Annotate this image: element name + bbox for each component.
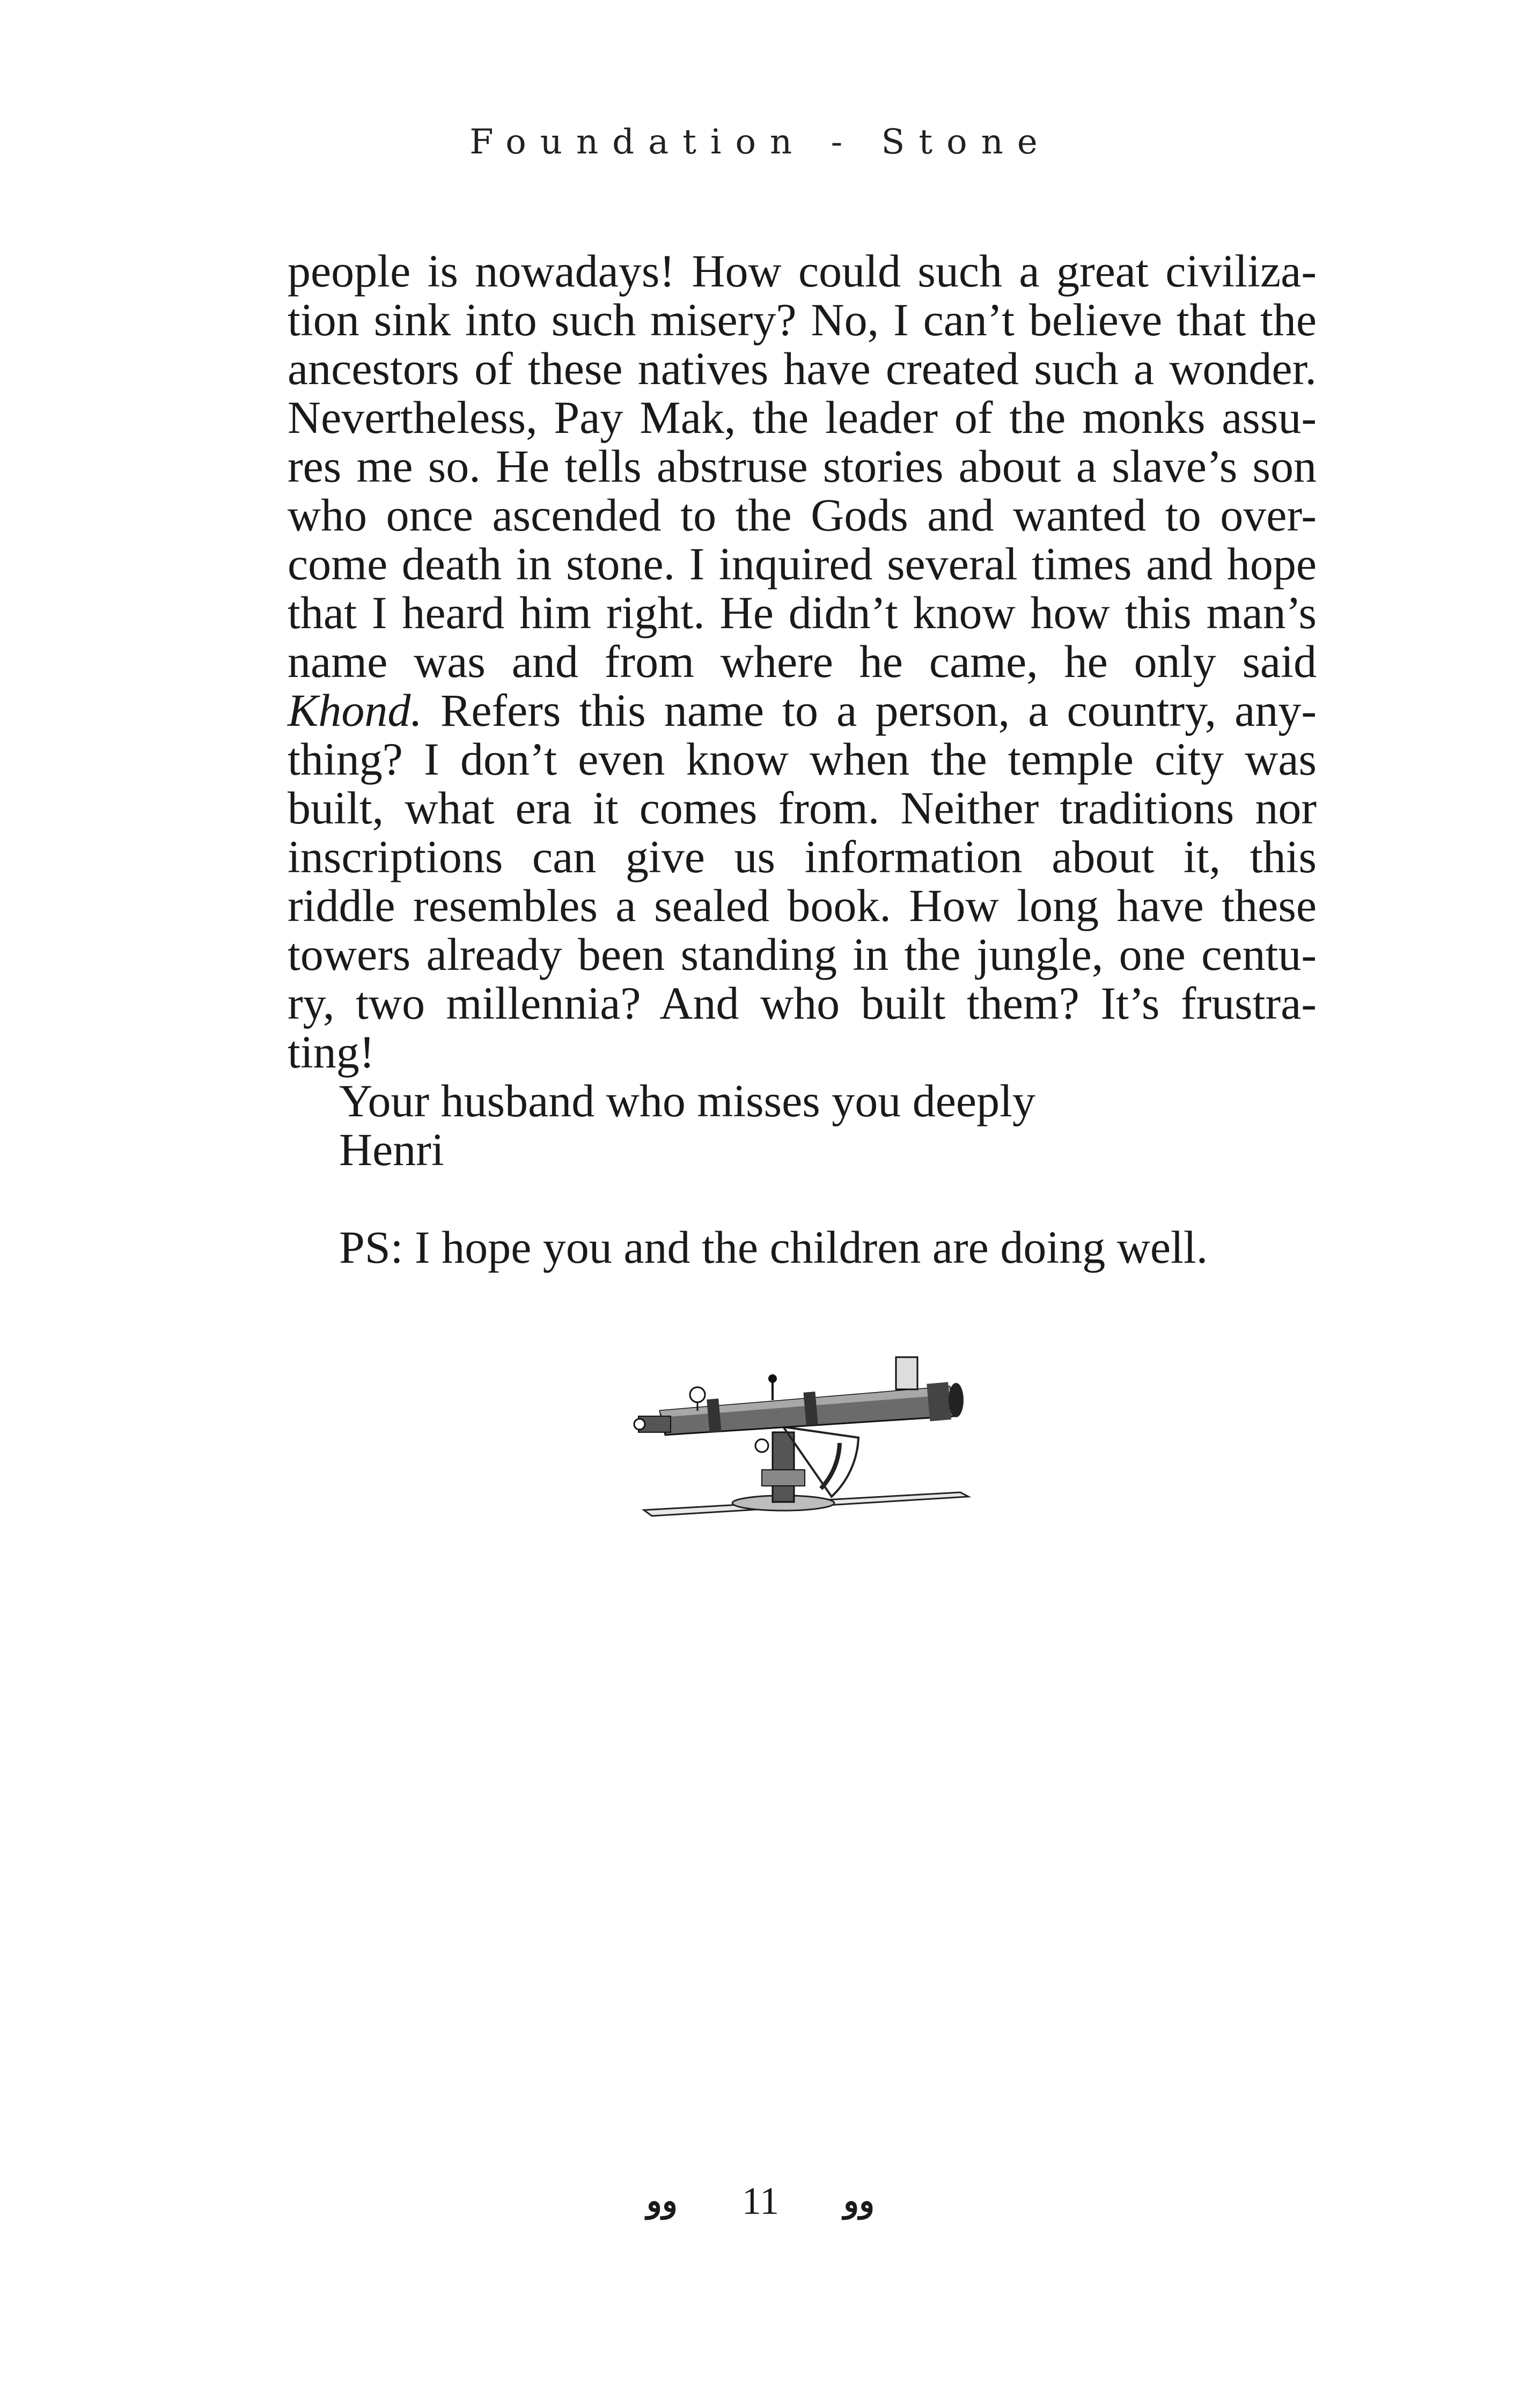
blank-line: [288, 1174, 1317, 1223]
khond-rest: Refers this name to a person, a country, any-: [422, 684, 1317, 736]
text-line-10: [288, 686, 1317, 735]
postscript: PS: I hope you and the children are doing well.: [339, 1221, 1208, 1273]
text-line-15: towers already been standing in the jungle, one centu-: [288, 929, 1317, 980]
text-line-2: tion sink into such misery? No, I can’t believe that the: [288, 294, 1317, 345]
text-line-13: inscriptions can give us information about it, this: [288, 831, 1317, 882]
text-line-3: ancestors of these natives have created such a wonder.: [288, 343, 1317, 394]
text-line-17: ting!: [288, 1026, 375, 1078]
page-number: 11: [741, 2179, 780, 2222]
footer-ornament-right: ﻭﻭ: [843, 2182, 875, 2220]
telescope-illustration-icon: [628, 1336, 982, 1545]
text-line-8: that I heard him right. He didn’t know how this man’s: [288, 587, 1317, 638]
signature: Henri: [339, 1124, 444, 1175]
text-line-5: res me so. He tells abstruse stories about a slave’s son: [288, 440, 1317, 492]
running-title: Foundation - Stone: [469, 122, 1052, 162]
text-line-4: Nevertheless, Pay Mak, the leader of the monks assu-: [288, 392, 1317, 443]
khond-italic: Khond.: [288, 684, 422, 736]
text-line-9: name was and from where he came, he only said: [288, 636, 1317, 687]
text-line-12: built, what era it comes from. Neither traditions nor: [288, 782, 1317, 834]
page-footer: [0, 2175, 1521, 2223]
text-line-6: who once ascended to the Gods and wanted to over-: [288, 489, 1317, 541]
text-line-1: people is nowadays! How could such a great civiliza-: [288, 245, 1317, 297]
text-line-7: come death in stone. I inquired several times and hope: [288, 538, 1317, 590]
text-line-16: ry, two millennia? And who built them? It’s frustra-: [288, 977, 1317, 1029]
text-line-11: thing? I don’t even know when the temple city was: [288, 733, 1317, 785]
letter-body: [288, 247, 1317, 1272]
footer-ornament-left: ﻭﻭ: [646, 2182, 678, 2220]
text-line-14: riddle resembles a sealed book. How long have these: [288, 880, 1317, 931]
closing-line: Your husband who misses you deeply: [339, 1075, 1035, 1126]
